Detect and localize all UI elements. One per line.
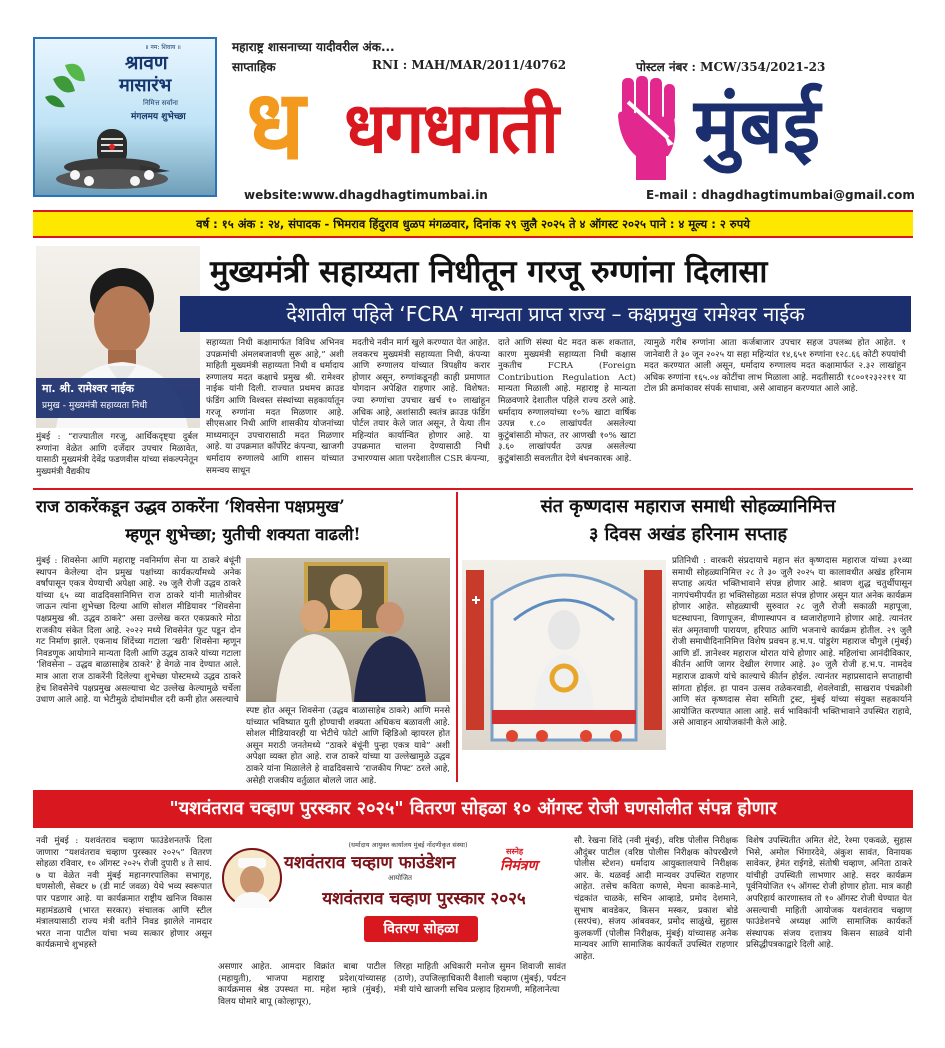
invite-logo-top: (धर्मादाय आयुक्त कार्यालय मुंबई नोंदणीकृत संस्था) xyxy=(348,841,468,849)
ad-title-1: श्रावण xyxy=(125,52,168,74)
logo-char: ध xyxy=(246,69,306,181)
sant-body-overflow xyxy=(462,754,666,780)
invite-logo-sub: आयोजित xyxy=(388,874,413,882)
lead-subhead-bar xyxy=(180,296,911,332)
ad-top-text: ॥ नम: शिवाय ॥ xyxy=(145,44,181,51)
puraskar-col-1: नवी मुंबई : यशवंतराव चव्हाण फाउंडेशनतर्फे दिला जाणारा “यशवंतराव चव्हाण पुरस्कार २०२५” वितरण सोहळा रविवार, १० ऑगस्ट २०२५ रोजी दुपारी ४ ते सायं. ७ या वेळेत नवी मुंबई महानगरपालिका सभागृह, घणसोली, सेक्टर ७ (डी मार्ट जवळ) येथे भव्य स्वरूपात पार पडणार आहे. या कार्यक्रमात राष्ट्रीय खनिज विकास महामंडळाचे (भारत सरकार) संचालक आणि स्टील मंत्रालयासाठी राज्य मंत्री वतीने निवड झालेले नामदार भरत नाना पाटील यांचा भव्य सत्कार होणार असून कार्यक्रमाचे शुभहस्ते xyxy=(36,836,212,951)
sant-body: प्रतिनिधी : वारकरी संप्रदायाचे महान संत कृष्णदास महाराज यांच्या ३१व्या समाधी सोहळ्यानिमित्त २८ ते ३० जुलै २०२५ या कालावधीत अखंड हरिनाम सप्ताह अत्यंत भक्तिभावाने संपन्न होणार आहे. श्रावण शुद्ध चतुर्थीपासून नागपंचमीपर्यंत हा भक्तिसोहळा मठात संपन्न होणार असून यात अनेक कार्यक्रम होणार आहेत. सोहळ्याची सुरुवात २८ जुलै रोजी सकाळी महापूजा, घटस्थापना, विणापूजन, वीणास्थापन व ध्वजारोहणाने होणार आहे. त्यानंतर संत अमृतवाणी पारायण, हरिपाठ आणि भजनाचे कार्यक्रम होतील. २९ जुलै रोजी समाधीदिनानिमित्त विशेष प्रवचन ह.भ.प. पांडुरंग महाराज चौगुले (मुंबई) आणि डॉ. ज्ञानेश्वर महाराज थोरात यांचे होणार आहे. महिलांचा आनंदीविकार, कीर्तन आणि जागर देखील रंगणार आहे. ३० जुलै रोजी ह.भ.प. नामदेव महाराज ढाकणे यांचे काल्याचे कीर्तन होईल. त्यानंतर महाप्रसादाने सप्ताहाची सांगता होईल. हा पावन उत्सव तळेकरवाडी, शेवलेवाडी, साखराव पंचक्रोशी आणि संत कृष्णदास सेवा समिती ट्रस्ट, मुंबई यांच्या संयुक्त सहकार्याने आयोजित करण्यात आला आहे. सर्व भाविकांनी भक्तिभावाने उपस्थित राहावे, असे आवाहन आयोजकांनी केले आहे. xyxy=(672,556,912,729)
lead-col-2: सहाय्यता निधी कक्षामार्फत विविध अभिनव उपक्रमांची अंमलबजावणी सुरू आहे,” अशी माहिती मुख्यमंत्री सहाय्यता निधी व धर्मादाय रुग्णालय मदत कक्षाचे प्रमुख श्री. रामेश्वर नाईक यांनी दिली. राज्यात प्रथमच क्राउड फंडिंग आणि विश्वस्त संस्थांच्या सहकार्यातून गरजू रुग्णांना मदत मिळणार आहे. सीएसआर निधी आणि शासकीय योजनांच्या माध्यमातून उपचारासाठी मदत मिळणार आहे. या उपक्रमात कॉर्पोरेट कंपन्या, खाजगी धर्मादाय रुग्णालये आणि शासन यांच्यात समन्वय साधून xyxy=(206,338,344,476)
invitation-card xyxy=(218,840,568,952)
invite-badge-top: सस्नेह xyxy=(506,847,524,856)
puraskar-banner xyxy=(33,790,913,828)
postal-number: पोस्टल नंबर : MCW/354/2021-23 xyxy=(636,60,826,74)
invite-badge: निमंत्रण xyxy=(500,858,538,874)
samadhi-shrine-icon xyxy=(462,560,666,750)
raj-col-1: मुंबई : शिवसेना आणि महाराष्ट्र नवनिर्माण सेना या ठाकरे बंधूंनी स्थापन केलेल्या दोन प्रमुख पक्षांच्या कार्यकर्त्यांमध्ये अनेक वर्षांपासून एकत्र येण्याची अपेक्षा आहे. २७ जुलै रोजी उद्धव ठाकरे यांच्या ६५ व्या वाढदिवसानिमित्त राज ठाकरे यांनी मातोश्रीवर जाऊन त्यांना शुभेच्छा दिल्या आणि सोशल मीडियावर “शिवसेना पक्षप्रमुख श्री. उद्धव ठाकरे” असा उल्लेख करत एकप्रकारे मोठा राजकीय संकेत दिला आहे. २०२२ मध्ये शिवसेनेत फूट पडून दोन गट निर्माण झाले. एकनाथ शिंदेंच्या गटाला ‘खरी’ शिवसेना म्हणून निवडणूक आयोगाने मान्यता दिली आणि उद्धव ठाकरे यांच्या गटाला ‘शिवसेना – उद्धव बाळासाहेब ठाकरे’ हे वेगळे नाव देण्यात आले. मात्र आता राज ठाकरेंनी दिलेल्या शुभेच्छा पोस्टमध्ये उद्धव ठाकरे हेच शिवसेनेचे पक्षप्रमुख असल्याचा थेट उल्लेख केल्यामुळे चर्चेला उधाण आले आहे. या भेटीमुळे दोघांमधील दरी कमी होत असल्याचे xyxy=(36,556,241,706)
lead-subhead: देशातील पहिले ‘FCRA’ मान्यता प्राप्त राज्य – कक्षप्रमुख रामेश्वर नाईक xyxy=(286,302,805,326)
column-divider xyxy=(456,492,458,782)
sant-photo xyxy=(462,560,666,750)
ad-wish-2: मंगलमय शुभेच्छा xyxy=(131,112,186,122)
info-strip-text: वर्ष : १५ अंक : २४, संपादक - भिमराव हिंदुराव धुळप मंगळवार, दिनांक २९ जुलै २०२५ ते ४ ऑगस्ट २०२५ पाने : ४ मूल्य : २ रुपये xyxy=(196,217,750,231)
raised-fist-icon xyxy=(612,72,682,182)
logo-city: मुंबई xyxy=(694,81,821,170)
ad-title-2: मासारंभ xyxy=(119,75,172,96)
email[interactable]: E-mail : dhagdhagtimumbai@gmail.com xyxy=(646,188,915,202)
sant-headline-1: संत कृष्णदास महाराज समाधी सोहळ्यानिमित्त xyxy=(540,496,836,517)
lead-divider xyxy=(33,488,913,490)
founder-portrait-icon xyxy=(222,846,282,912)
puraskar-banner-text: "यशवंतराव चव्हाण पुरस्कार २०२५" वितरण सोहळा १० ऑगस्ट रोजी घणसोलीत संपन्न होणार xyxy=(169,798,777,819)
caption-name: मा. श्री. रामेश्वर नाईक xyxy=(42,382,134,395)
raj-headline-1: राज ठाकरेंकडून उद्धव ठाकरेंना ‘शिवसेना पक्षप्रमुख’ xyxy=(36,497,345,516)
lead-col-1: मुंबई : “राज्यातील गरजू, आर्थिकदृष्ट्या दुर्बल रुग्णांना वेळेत आणि दर्जेदार उपचार मिळावेत, यासाठी मुख्यमंत्री देवेंद्र फडणवीस यांच्या संकल्पनेतून मुख्यमंत्री वैद्यकीय xyxy=(36,432,198,477)
puraskar-col-3: लिरहा माहिती अधिकारी मनोज सुमन शिवाजी सावंत (ठाणे), उपजिल्हाधिकारी वैशाली चव्हाण (मुंबई), पर्यटन मंत्री यांचे खाजगी सचिव प्रल्हाद हिरामणी, महिलानेत्या xyxy=(394,962,566,996)
invite-event-sub: वितरण सोहळा xyxy=(383,921,459,937)
raj-headline-2: म्हणून शुभेच्छा; युतीची शक्यता वाढली! xyxy=(125,525,361,544)
lead-col-5: त्यामुळे गरीब रुग्णांना आता कर्जबाजार उपचार सहज उपलब्ध होत आहेत. १ जानेवारी ते ३० जून २०२५ या सहा महिन्यांत १४,६५१ रुग्णांना १२८.६६ कोटी रुपयांची मदत करण्यात आली असून, धर्मादाय रुग्णालय मदत कक्षामार्फत २.३२ लाखांहून अधिक रुग्णांना १६५.०४ कोटींचा लाभ मिळाला आहे. मदतीसाठी १८००१२३२२११ या टोल फ्री क्रमांकावर संपर्क साधावा, असे आवाहन करण्यात आले आहे. xyxy=(644,338,906,395)
logo-name: धगधगती xyxy=(344,87,557,169)
lead-col-4: दाते आणि संस्था थेट मदत करू शकतात, कारण मुख्यमंत्री सहाय्यता निधी कक्षास नुकतीच FCRA (Foreign Contribution Regulation Act) मान्यता मिळाली आहे. महाराष्ट्र हे मान्यता मिळवणारे देशातील पहिले राज्य ठरले आहे. धर्मादाय रुग्णालयांच्या १०% खाटा वार्षिक उत्पन्न १.८० लाखांपर्यंत असलेल्या कुटुंबांसाठी मोफत, तर आणखी १०% खाटा ३.६० लाखांपर्यंत उत्पन्न असलेल्या कुटुंबांसाठी सवलतीत देणे बंधनकारक आहे. xyxy=(498,338,636,464)
two-men-icon xyxy=(246,558,450,702)
weekly-label: साप्ताहिक xyxy=(232,60,276,74)
puraskar-col-2: असणार आहेत. आमदार विक्रांत बाबा पाटील (महायुती), भाजपा महाराष्ट्र प्रदेश(यांच्यासह कार्यक्रमास श्रेष्ठ उपस्थत मा. महेश म्हात्रे (मुंबई), विलय घोमारे बापू (कोल्हापूर), xyxy=(218,962,386,1007)
caption-role: प्रमुख - मुख्यमंत्री सहाय्यता निधी xyxy=(42,401,148,411)
invite-event-sub-box xyxy=(364,916,478,942)
sant-headline-2: ३ दिवस अखंड हरिनाम सप्ताह xyxy=(588,524,788,545)
website[interactable]: website:www.dhagdhagtimumbai.in xyxy=(244,188,488,202)
lead-headline: मुख्यमंत्री सहाय्यता निधीतून गरजू रुग्णांना दिलासा xyxy=(210,254,768,290)
lead-col-3: मदतीचे नवीन मार्ग खुले करण्यात येत आहेत. लवकरच मुख्यमंत्री सहाय्यता निधी, कंपन्या आणि रुग्णालय यांच्यात त्रिपक्षीय करार होणार असून, रुग्णांकडूनही काही प्रमाणात योगदान अपेक्षित राहणार आहे. विशेषत: ज्या रुग्णांचा उपचार खर्च १० लाखांहून अधिक आहे, अशांसाठी स्वतंत्र क्राउड फंडिंग पोर्टल तयार केले जात असून, ते येत्या तीन महिन्यांत कार्यान्वित होणार आहे. या उपक्रमात चालना देण्यासाठी निधी उभारण्यास आता परदेशातील CSR कंपन्या, xyxy=(352,338,490,464)
info-strip xyxy=(33,210,913,238)
raj-col-2: स्पष्ट होत असून शिवसेना (उद्धव बाळासाहेब ठाकरे) आणि मनसे यांच्यात भविष्यात युती होण्याची शक्यता अधिकच बळावली आहे. सोशल मीडियावरही या भेटीचे फोटो आणि व्हिडिओ व्हायरल होत असून मराठी जनतेमध्ये “ठाकरे बंधूंनी पुन्हा एकत्र यावे” अशी अपेक्षा व्यक्त होत आहे. राज ठाकरे यांच्या या उल्लेखामुळे उद्धव ठाकरे यांना मिळालेले हे वाढदिवसाचे ‘राजकीय गिफ्ट’ ठरले आहे, असेही राजकीय वर्तुळात बोलले जात आहे. xyxy=(246,706,450,786)
shivling-icon xyxy=(35,39,219,199)
puraskar-col-5: विशेष उपस्थितीत अमित शेटे, रेश्मा एकवळे, सुहास भिसे, अमोल भिंगारदेवे, अंकुश सावंत, विनायक सावेकर, हेमंत राईगडे, संतोषी चव्हाण, अनिता ठाकरे यांचीही उपस्थिती लाभणार आहे. सदर कार्यक्रम पूर्वनियोजित १५ ऑगस्ट रोजी होणार होता. मात्र काही अपरिहार्य कारणास्तव तो १० ऑगस्ट रोजी घेण्यात येत असल्याची माहिती आयोजक यशवंतराव चव्हाण फाउंडेशनचे अध्यक्ष आणि सामाजिक कार्यकर्ते संस्थापक संजय दत्तात्रय किसन साळवे यांनी प्रसिद्धीपत्रकाद्वारे दिली आहे. xyxy=(746,836,912,951)
lead-caption xyxy=(36,378,200,418)
shravan-ad xyxy=(33,37,217,197)
ad-wish-1: निमित्त सर्वांना xyxy=(143,99,178,107)
invite-event-title: यशवंतराव चव्हाण पुरस्कार २०२५ xyxy=(322,889,526,909)
invite-logo-name: यशवंतराव चव्हाण फाउंडेशन xyxy=(284,853,456,873)
puraskar-col-4: सौ. रेखना शिंदे (नवी मुंबई), वरिष्ठ पोलीस निरीक्षक औदुंबर पाटील (वरिष्ठ पोलीस निरीक्षक कोपरखैरणे पोलीस स्टेशन) धर्मादाय आयुक्तालयाचे निरीक्षक आर. के. थळवई आदी मान्यवर उपस्थित राहणार आहेत. तसेच कविता कणसे, मेघना काकडे-माने, चंद्रकांत चाळके, सचिन आव्हाडे, प्रमोद देशमाने, सुभाष बावडेकर, किसन मस्कर, प्रकाश बोडे (सरपंच), संजय आंबवकर, प्रमोद साळुंखे, सुहास कुलकर्णी (पोलीस निरीक्षक, मुंबई) यांच्यासह अनेक मान्यवर आणि सामाजिक कार्यकर्ते उपस्थित राहणार आहेत. xyxy=(574,836,738,962)
raj-photo xyxy=(246,558,450,702)
gov-list-note: महाराष्ट्र शासनाच्या यादीवरील अंक... xyxy=(232,40,395,54)
rni-number: RNI : MAH/MAR/2011/40762 xyxy=(372,58,567,72)
